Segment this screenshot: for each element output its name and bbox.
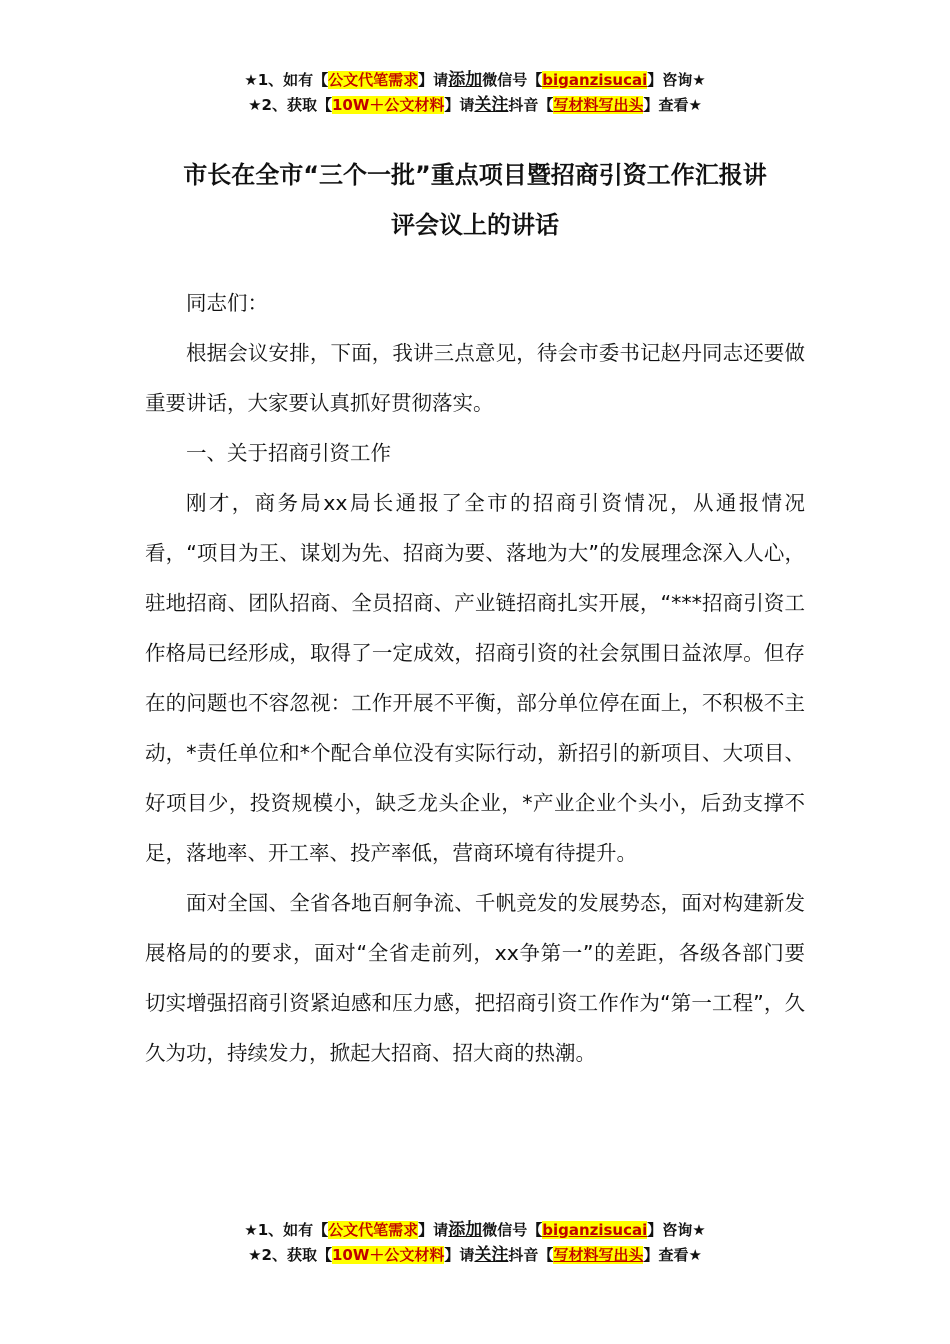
- paragraph: 面对全国、全省各地百舸争流、千帆竞发的发展势态，面对构建新发展格局的的要求，面对“全省走前列，xx争第一”的差距，各级各部门要切实增强招商引资紧迫感和压力感，把招商引资工作作为“第一工程”，久久为功，持续发力，掀起大招商、招大商的热潮。: [145, 891, 805, 1065]
- paragraph: 根据会议安排，下面，我讲三点意见，待会市委书记赵丹同志还要做重要讲话，大家要认真抓好贯彻落实。: [145, 341, 805, 415]
- section-heading: 一、关于招商引资工作: [186, 441, 391, 465]
- promo-banner-bottom: [0, 1218, 950, 1268]
- highlight-materials: 10W＋公文材料: [331, 1246, 445, 1264]
- document-body: [145, 278, 805, 1078]
- highlight-service: 公文代笔需求: [328, 71, 419, 89]
- promo-line-2: ★2、获取【10W＋公文材料】请关注抖音【写材料写出头】查看★: [248, 1245, 702, 1265]
- title-line-2: 评会议上的讲话: [391, 211, 559, 239]
- promo-banner-top: [0, 68, 950, 118]
- highlight-materials: 10W＋公文材料: [331, 96, 445, 114]
- title-line-1: 市长在全市“三个一批”重点项目暨招商引资工作汇报讲: [183, 161, 767, 189]
- wechat-id: biganzisucai: [542, 71, 648, 89]
- douyin-account: 写材料写出头: [553, 96, 644, 114]
- document-title: [145, 150, 805, 250]
- salutation: 同志们：: [186, 291, 268, 315]
- douyin-account: 写材料写出头: [553, 1246, 644, 1264]
- promo-line-1: ★1、如有【公文代笔需求】请添加微信号【biganzisucai】咨询★: [244, 70, 706, 90]
- promo-line-1: ★1、如有【公文代笔需求】请添加微信号【biganzisucai】咨询★: [244, 1220, 706, 1240]
- paragraph: 刚才，商务局xx局长通报了全市的招商引资情况，从通报情况看，“项目为王、谋划为先、招商为要、落地为大”的发展理念深入人心，驻地招商、团队招商、全员招商、产业链招商扎实开展，“***招商引资工作格局已经形成，取得了一定成效，招商引资的社会氛围日益浓厚。但存在的问题也不容忽视：工作开展不平衡，部分单位停在面上，不积极不主动，*责任单位和*个配合单位没有实际行动，新招引的新项目、大项目、好项目少，投资规模小，缺乏龙头企业，*产业企业个头小，后劲支撑不足，落地率、开工率、投产率低，营商环境有待提升。: [145, 491, 805, 865]
- highlight-service: 公文代笔需求: [328, 1221, 419, 1239]
- promo-line-2: ★2、获取【10W＋公文材料】请关注抖音【写材料写出头】查看★: [248, 95, 702, 115]
- wechat-id: biganzisucai: [542, 1221, 648, 1239]
